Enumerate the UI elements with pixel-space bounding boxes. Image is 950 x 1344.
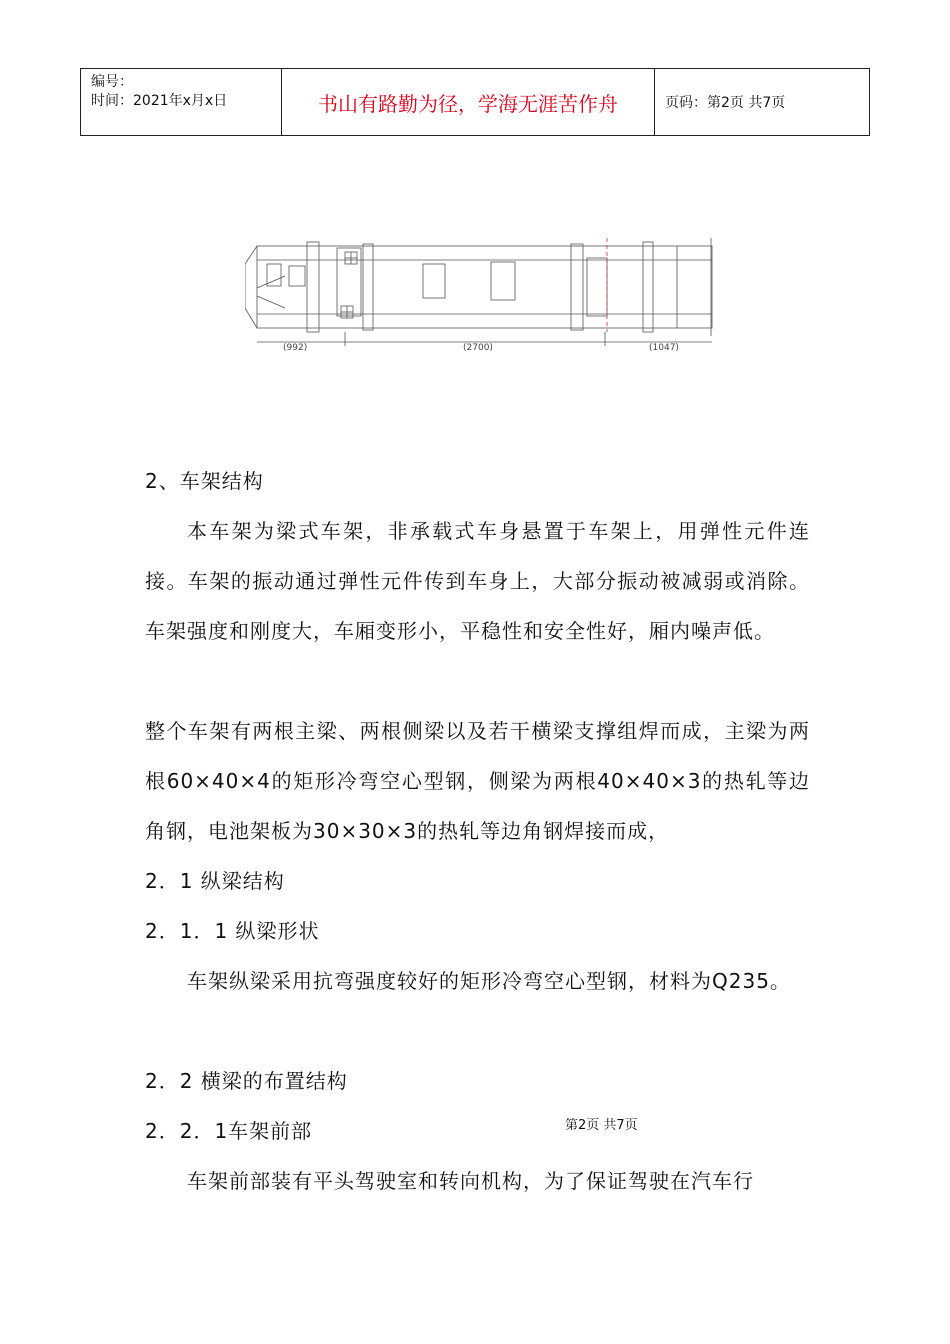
front-angle-bottom [245, 308, 257, 328]
paragraph-2: 整个车架有两根主梁、两根侧梁以及若干横梁支撑组焊而成，主梁为两根60×40×4的矩形冷弯空心型钢，侧梁为两根40×40×3的热轧等边角钢，电池架板为30×30×3的热轧等边角钢焊接而成， [145, 719, 810, 843]
front-box-2 [289, 266, 305, 286]
document-header [80, 68, 870, 136]
header-meta-cell [81, 69, 282, 135]
section-heading-2: 2、车架结构 [145, 469, 264, 493]
cross-member-6 [571, 244, 583, 330]
paragraph-1: 本车架为梁式车架，非承载式车身悬置于车架上，用弹性元件连接。车架的振动通过弹性元件传到车身上，大部分振动被减弱或消除。车架强度和刚度大，车厢变形小，平稳性和安全性好，厢内噪声低。 [145, 519, 810, 643]
cross-member-1 [307, 242, 319, 332]
number-label: 编号： [91, 74, 133, 90]
section-heading-2-2-1: 2．2．1车架前部 [145, 1119, 313, 1143]
dimension-middle: (2700) [463, 343, 493, 353]
cross-member-3 [363, 244, 373, 330]
dimension-right: (1047) [649, 343, 679, 353]
frame-outline [257, 246, 712, 328]
paragraph-4: 车架前部装有平头驾驶室和转向机构，为了保证驾驶在汽车行 [187, 1169, 754, 1193]
section-heading-2-1-1: 2．1．1 纵梁形状 [145, 919, 320, 943]
cross-member-4 [423, 264, 445, 298]
cross-member-8 [643, 242, 653, 332]
chassis-frame-drawing [245, 236, 720, 356]
page-number-note: 第2页 共7页 [565, 1118, 638, 1133]
section-heading-2-1: 2．1 纵梁结构 [145, 869, 285, 893]
header-page-label: 页码：第2页 共7页 [665, 95, 786, 111]
header-motto: 书山有路勤为径，学海无涯苦作舟 [282, 69, 655, 135]
section-heading-2-2: 2．2 横梁的布置结构 [145, 1069, 348, 1093]
front-angle-top [245, 246, 257, 264]
cross-member-5 [491, 262, 515, 300]
paragraph-3: 车架纵梁采用抗弯强度较好的矩形冷弯空心型钢，材料为Q235。 [187, 969, 791, 993]
cross-member-7 [587, 258, 607, 316]
front-brace-2 [257, 296, 285, 308]
date-label: 时间：2021年x月x日 [91, 93, 228, 109]
dimension-left: (992) [283, 343, 308, 353]
